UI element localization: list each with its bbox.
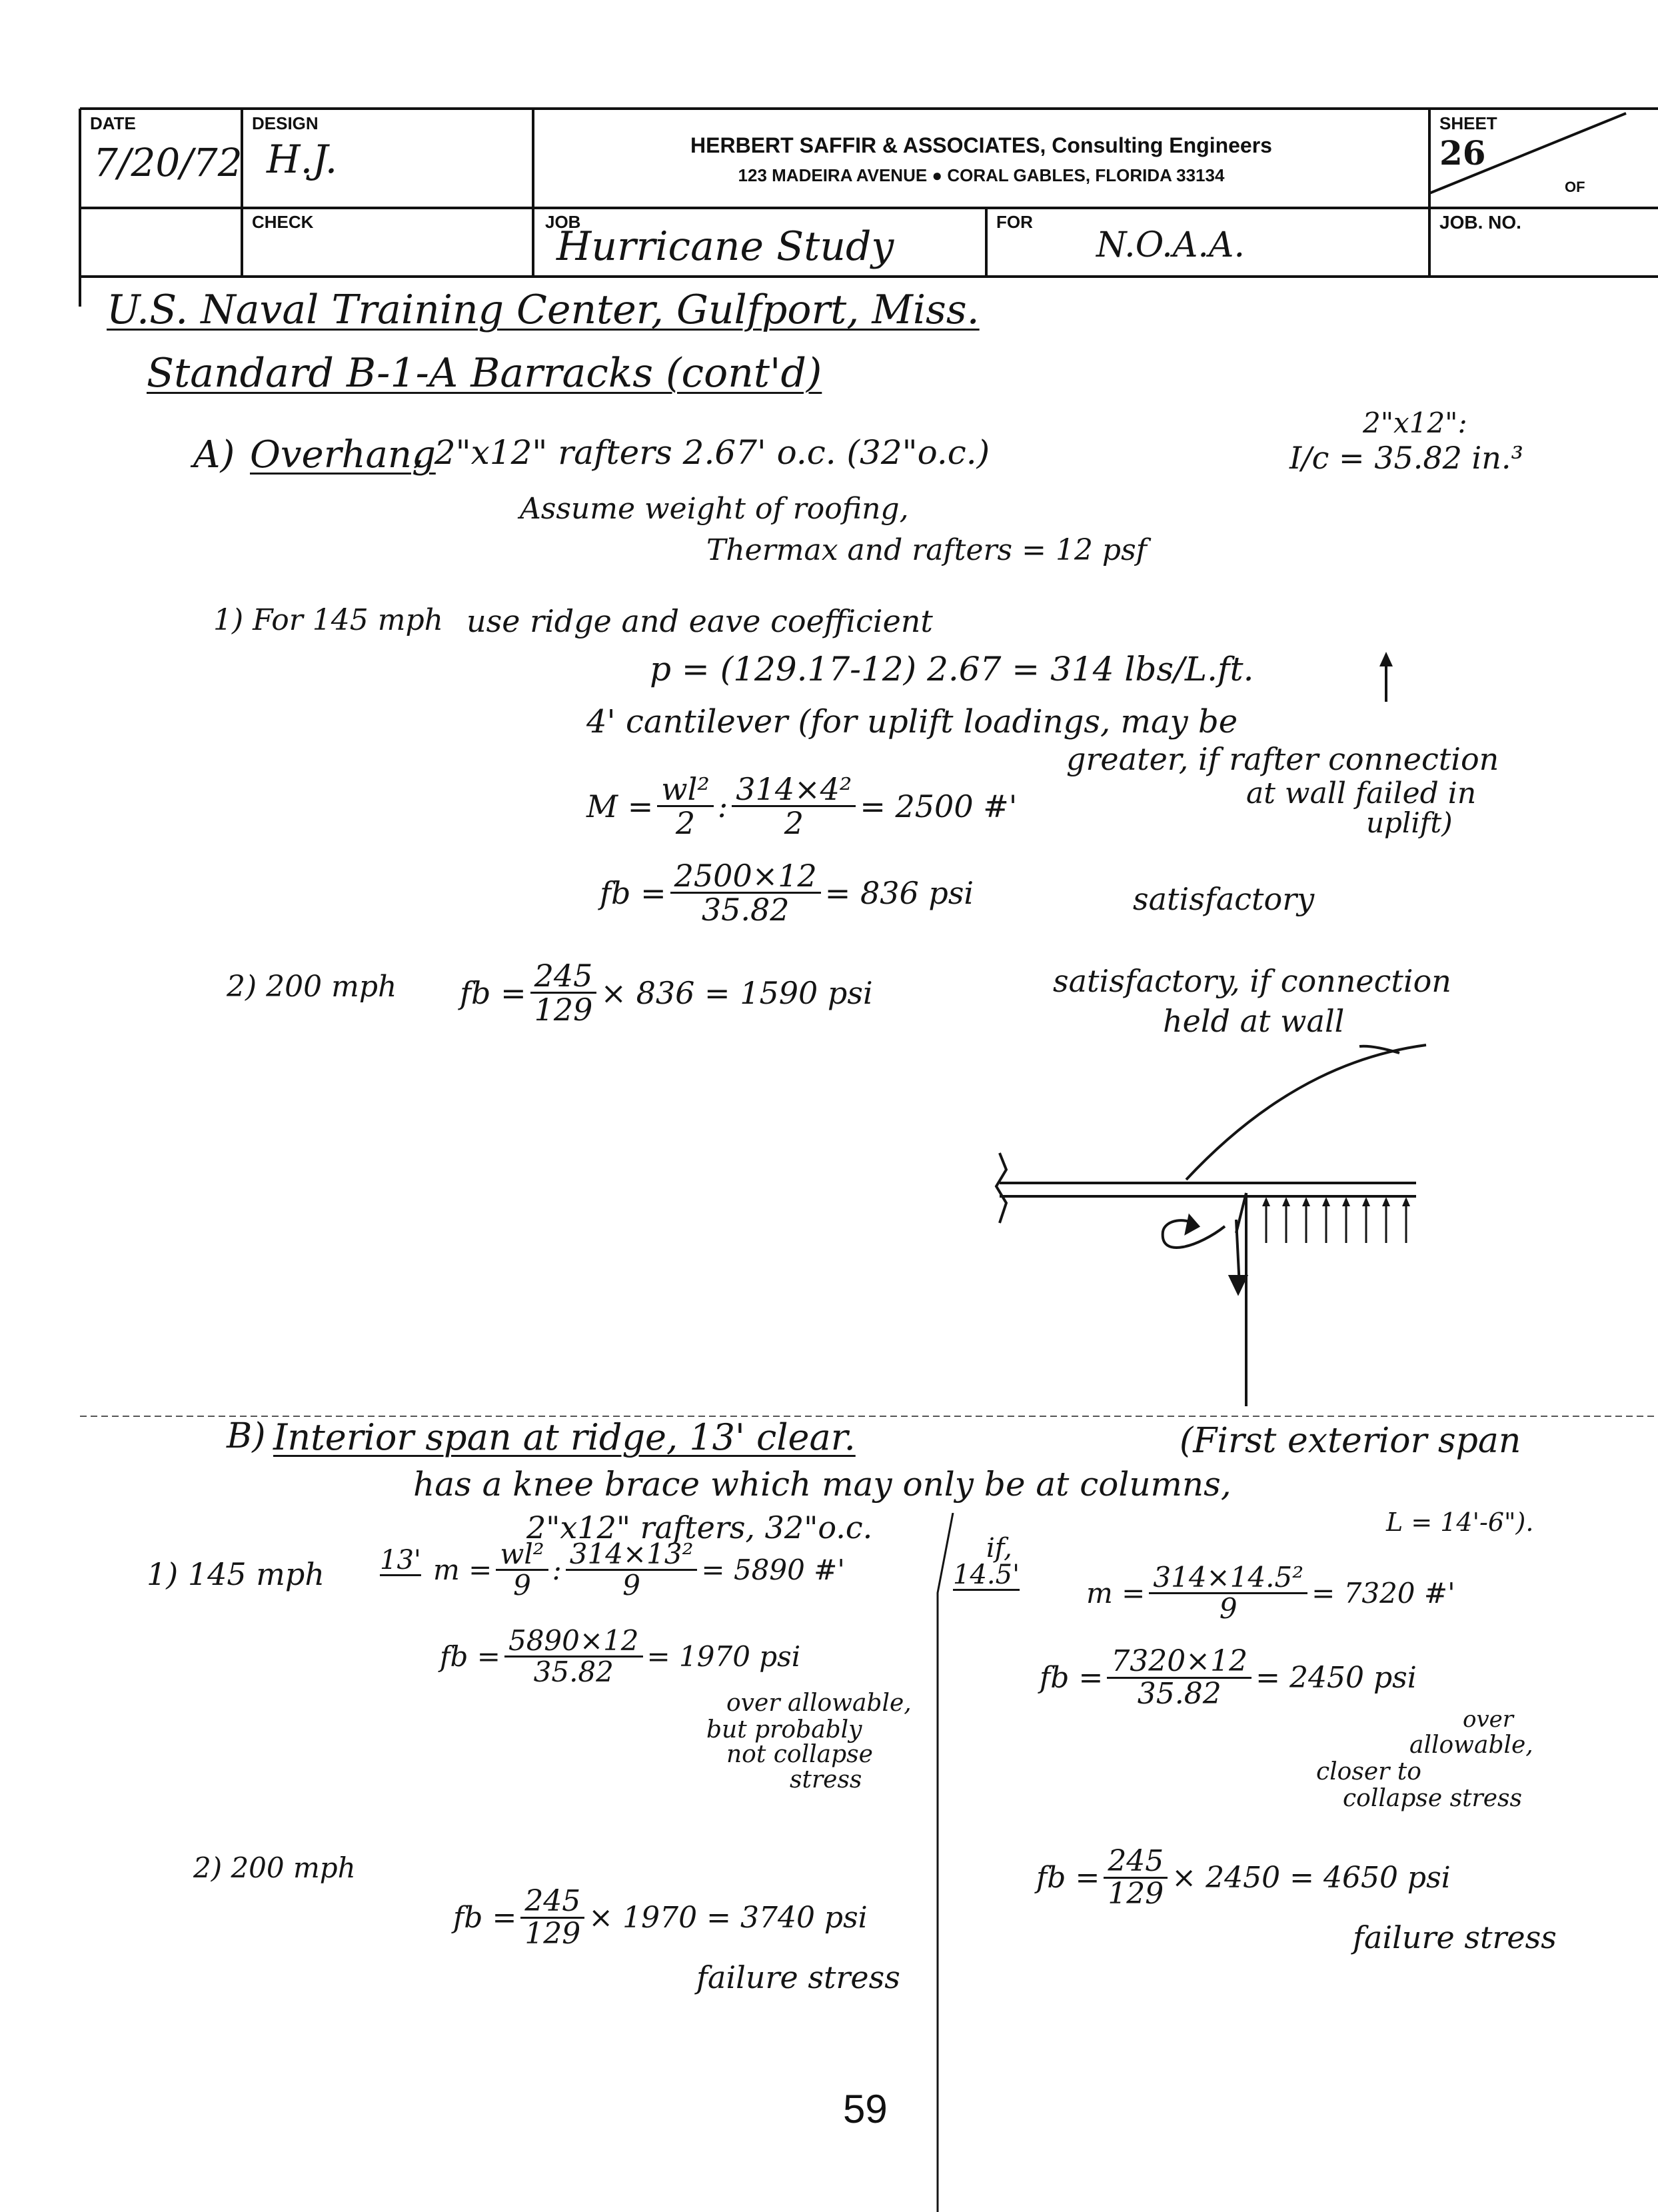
fb-note-b2-3: closer to: [1316, 1758, 1421, 1785]
span-14-5: 14.5': [953, 1560, 1020, 1590]
sheet-value: 26: [1439, 133, 1486, 173]
fb-eq-a: fb = $\frac{2500\times 12}{35.82}$ = 836 psi: [600, 858, 974, 928]
fb-eq-a2: fb = $\frac{245}{129}$ × 836 = 1590 psi: [460, 958, 873, 1028]
section-a-rafters: , 2"x12" rafters 2.67' o.c. (32"o.c.): [413, 433, 990, 472]
fb-frac-a2: $\frac{245}{129}$: [530, 960, 597, 1026]
moment-frac-b2: $\frac{\text{314×14.5²}}{9}$: [1149, 1563, 1307, 1624]
fb-note-b2-4: collapse stress: [1343, 1785, 1522, 1812]
cantilever-line-1: 4' cantilever (for uplift loadings, may be: [586, 703, 1238, 740]
fb-eq-b1: fb = $\frac{5890\times 12}{35.82}$ = 1970 psi: [440, 1624, 801, 1689]
case-a1-label: 1) For 145 mph: [213, 603, 443, 637]
span-13: 13': [380, 1545, 421, 1576]
for-value: N.O.A.A.: [1096, 225, 1245, 265]
column-divider: [930, 1513, 956, 2212]
of-label: OF: [1565, 179, 1585, 195]
fb-note-b2-1: over: [1463, 1706, 1514, 1733]
fb-note-a: satisfactory: [1133, 881, 1315, 917]
fb-note-b3: failure stress: [696, 1959, 900, 1995]
title-line-1: U.S. Naval Training Center, Gulfport, Miss.: [107, 287, 980, 333]
moment-eq-a: M = $\frac{\text{wl²}}{2}$ : $\frac{\text{314×4²}}{2}$ = 2500 #': [586, 771, 1018, 842]
title-line-2: Standard B-1-A Barracks (cont'd): [147, 350, 822, 397]
job-value: Hurricane Study: [556, 223, 894, 270]
firm-address: 123 MADEIRA AVENUE ● CORAL GABLES, FLORIDA 33134: [738, 165, 1225, 185]
moment-eq-b2: m = $\frac{\text{314×14.5²}}{9}$ = 7320 #': [1086, 1561, 1455, 1626]
check-label: CHECK: [252, 212, 314, 232]
fb-note-b1-4: stress: [790, 1766, 862, 1793]
cantilever-line-4: uplift): [1366, 806, 1453, 839]
section-b-note-2: has a knee brace which may only be at columns,: [413, 1465, 1232, 1504]
if-label: if,: [986, 1533, 1012, 1564]
case-a1-text: use ridge and eave coefficient: [466, 603, 933, 639]
moment-frac-b1b: $\frac{\text{314×13²}}{9}$: [566, 1540, 698, 1600]
fb-eq-b3: fb = $\frac{245}{129}$ × 1970 = 3740 psi: [453, 1884, 868, 1951]
section-b-rafters: 2"x12" rafters, 32"o.c.: [526, 1510, 873, 1546]
design-label: DESIGN: [252, 113, 319, 133]
case-b1-label: 1) 145 mph: [147, 1556, 325, 1592]
fb-note-b1-1: over allowable,: [726, 1689, 912, 1717]
pressure-eq: p = (129.17-12) 2.67 = 314 lbs/L.ft.: [650, 650, 1254, 688]
cantilever-line-2: greater, if rafter connection: [1066, 741, 1499, 777]
cantilever-sketch: [933, 1026, 1466, 1420]
case-a2-label: 2) 200 mph: [227, 970, 397, 1004]
section-a-label: A): [193, 433, 235, 477]
assume-line-1: Assume weight of roofing,: [520, 492, 909, 526]
fb-frac-b2: $\frac{7320\times 12}{35.82}$: [1107, 1646, 1251, 1709]
moment-frac-1: $\frac{\text{wl²}}{2}$: [657, 773, 714, 840]
fb-frac-b3: $\frac{245}{129}$: [520, 1886, 584, 1949]
sheet-label: SHEET: [1439, 113, 1497, 133]
fb-frac-a: $\frac{2500\times 12}{35.82}$: [670, 860, 821, 926]
section-a-modulus: I/c = 35.82 in.³: [1289, 440, 1523, 476]
section-b-note-3: L = 14'-6").: [1386, 1508, 1534, 1537]
section-b-heading: Interior span at ridge, 13' clear.: [273, 1416, 856, 1458]
date-label: DATE: [90, 113, 136, 133]
section-b-note-1: (First exterior span: [1180, 1421, 1521, 1461]
date-value: 7/20/72: [93, 140, 243, 185]
fb-note-a2-2: held at wall: [1163, 1003, 1345, 1039]
assume-line-2: Thermax and rafters = 12 psf: [706, 533, 1147, 567]
moment-frac-b1a: $\frac{\text{wl²}}{9}$: [496, 1540, 548, 1600]
fb-note-a2-1: satisfactory, if connection: [1053, 963, 1451, 999]
moment-frac-2: $\frac{\text{314×4²}}{2}$: [732, 773, 856, 840]
case-b2-label: 2) 200 mph: [193, 1851, 356, 1884]
fb-note-b2-2: allowable,: [1409, 1731, 1533, 1759]
moment-eq-b1: m = $\frac{\text{wl²}}{9}$ : $\frac{\text{314×13²}}{9}$ = 5890 #': [433, 1538, 845, 1602]
fb-frac-b1: $\frac{5890\times 12}{35.82}$: [504, 1626, 643, 1687]
fb-frac-b4: $\frac{245}{129}$: [1104, 1846, 1168, 1909]
fb-eq-b4: fb = $\frac{245}{129}$ × 2450 = 4650 psi: [1036, 1844, 1451, 1911]
uplift-arrow-icon: [1373, 652, 1399, 705]
page-number: 59: [843, 2087, 888, 2131]
fb-note-b1-2: but probably: [706, 1716, 862, 1743]
section-b-label: B): [227, 1416, 266, 1456]
for-label: FOR: [996, 212, 1033, 232]
cantilever-line-3: at wall failed in: [1246, 776, 1477, 810]
section-a-heading: Overhang: [250, 433, 436, 477]
fb-note-b1-3: not collapse: [726, 1741, 873, 1768]
firm-name: HERBERT SAFFIR & ASSOCIATES, Consulting Engineers: [690, 133, 1272, 157]
moment-result: = 2500 #': [860, 788, 1018, 824]
fb-note-b4: failure stress: [1353, 1919, 1557, 1955]
moment-lhs: M =: [586, 788, 654, 824]
design-value: H.J.: [267, 137, 338, 182]
job-label: JOB: [545, 212, 581, 232]
fb-eq-b2: fb = $\frac{7320\times 12}{35.82}$ = 2450 psi: [1040, 1644, 1417, 1711]
section-a-size: 2"x12":: [1363, 407, 1467, 439]
job-no-label: JOB. NO.: [1439, 212, 1521, 233]
